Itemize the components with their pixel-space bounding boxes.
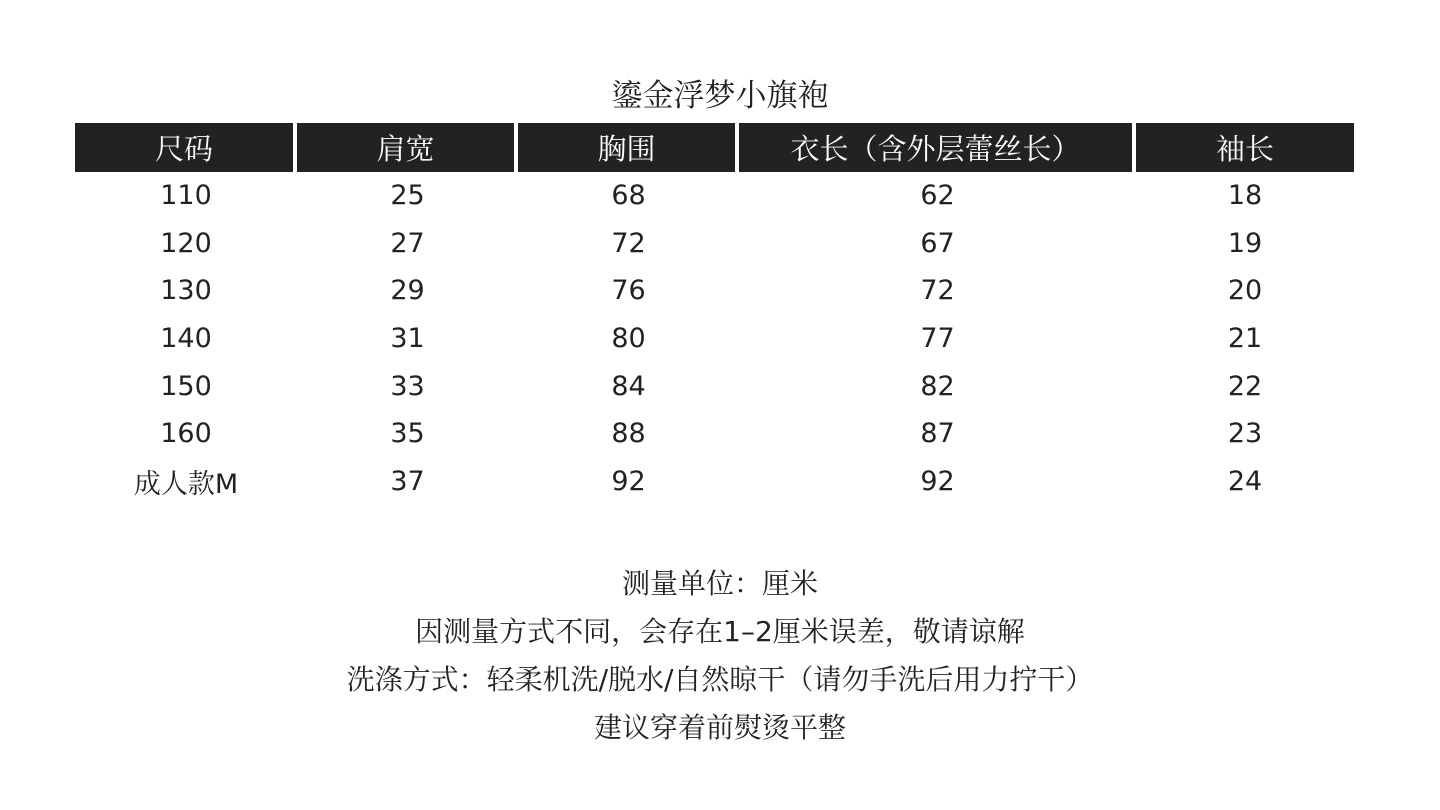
cell-size: 成人款M — [133, 468, 239, 500]
cell-length: 62 — [920, 180, 955, 212]
cell-shoulder-width: 27 — [390, 227, 425, 259]
cell-length: 82 — [920, 370, 955, 402]
cell-shoulder-width: 25 — [390, 180, 425, 212]
header-size: 尺码 — [75, 123, 297, 172]
cell-chest: 88 — [611, 418, 646, 450]
cell-size: 130 — [160, 275, 212, 307]
ironing-note: 建议穿着前熨烫平整 — [593, 711, 846, 744]
cell-size: 110 — [160, 180, 212, 212]
cell-shoulder-width: 29 — [390, 275, 425, 307]
cell-chest: 80 — [611, 323, 646, 355]
cell-length: 72 — [920, 275, 955, 307]
product-title: 鎏金浮梦小旗袍 — [611, 78, 829, 114]
table-row — [75, 267, 1354, 315]
cell-sleeve-length: 19 — [1227, 227, 1263, 259]
cell-chest: 72 — [611, 227, 646, 259]
table-row — [75, 458, 1354, 506]
cell-length: 92 — [920, 465, 955, 497]
cell-size: 120 — [160, 227, 212, 259]
table-row — [75, 315, 1354, 363]
cell-sleeve-length: 18 — [1227, 180, 1263, 212]
cell-size: 150 — [160, 370, 212, 402]
cell-size: 140 — [160, 323, 212, 355]
cell-length: 67 — [920, 227, 955, 259]
cell-length: 87 — [920, 418, 955, 450]
cell-sleeve-length: 20 — [1227, 275, 1263, 307]
cell-chest: 92 — [611, 465, 646, 497]
cell-shoulder-width: 33 — [390, 370, 425, 402]
cell-sleeve-length: 24 — [1227, 465, 1263, 497]
cell-size: 160 — [160, 418, 212, 450]
washing-instructions-note: 洗涤方式：轻柔机洗/脱水/自然晾干（请勿手洗后用力拧干） — [346, 663, 1094, 696]
cell-shoulder-width: 31 — [390, 323, 425, 355]
header-sleeve-length: 袖长 — [1136, 123, 1354, 172]
care-notes — [0, 560, 1440, 752]
measurement-unit-note: 测量单位：厘米 — [621, 567, 818, 600]
cell-chest: 84 — [611, 370, 646, 402]
cell-chest: 76 — [611, 275, 646, 307]
cell-sleeve-length: 23 — [1227, 418, 1263, 450]
cell-chest: 68 — [611, 180, 646, 212]
table-row — [75, 172, 1354, 220]
table-row — [75, 362, 1354, 410]
table-header-row — [75, 123, 1354, 172]
table-row — [75, 220, 1354, 268]
table-row — [75, 410, 1354, 458]
header-chest: 胸围 — [518, 123, 739, 172]
measurement-error-note: 因测量方式不同，会存在1–2厘米误差，敬请谅解 — [415, 615, 1025, 648]
size-chart-table — [75, 123, 1354, 505]
cell-sleeve-length: 22 — [1227, 370, 1263, 402]
cell-shoulder-width: 35 — [390, 418, 425, 450]
cell-sleeve-length: 21 — [1227, 323, 1263, 355]
header-length: 衣长（含外层蕾丝长） — [739, 123, 1136, 172]
header-shoulder-width: 肩宽 — [297, 123, 518, 172]
cell-length: 77 — [920, 323, 955, 355]
cell-shoulder-width: 37 — [390, 465, 425, 497]
